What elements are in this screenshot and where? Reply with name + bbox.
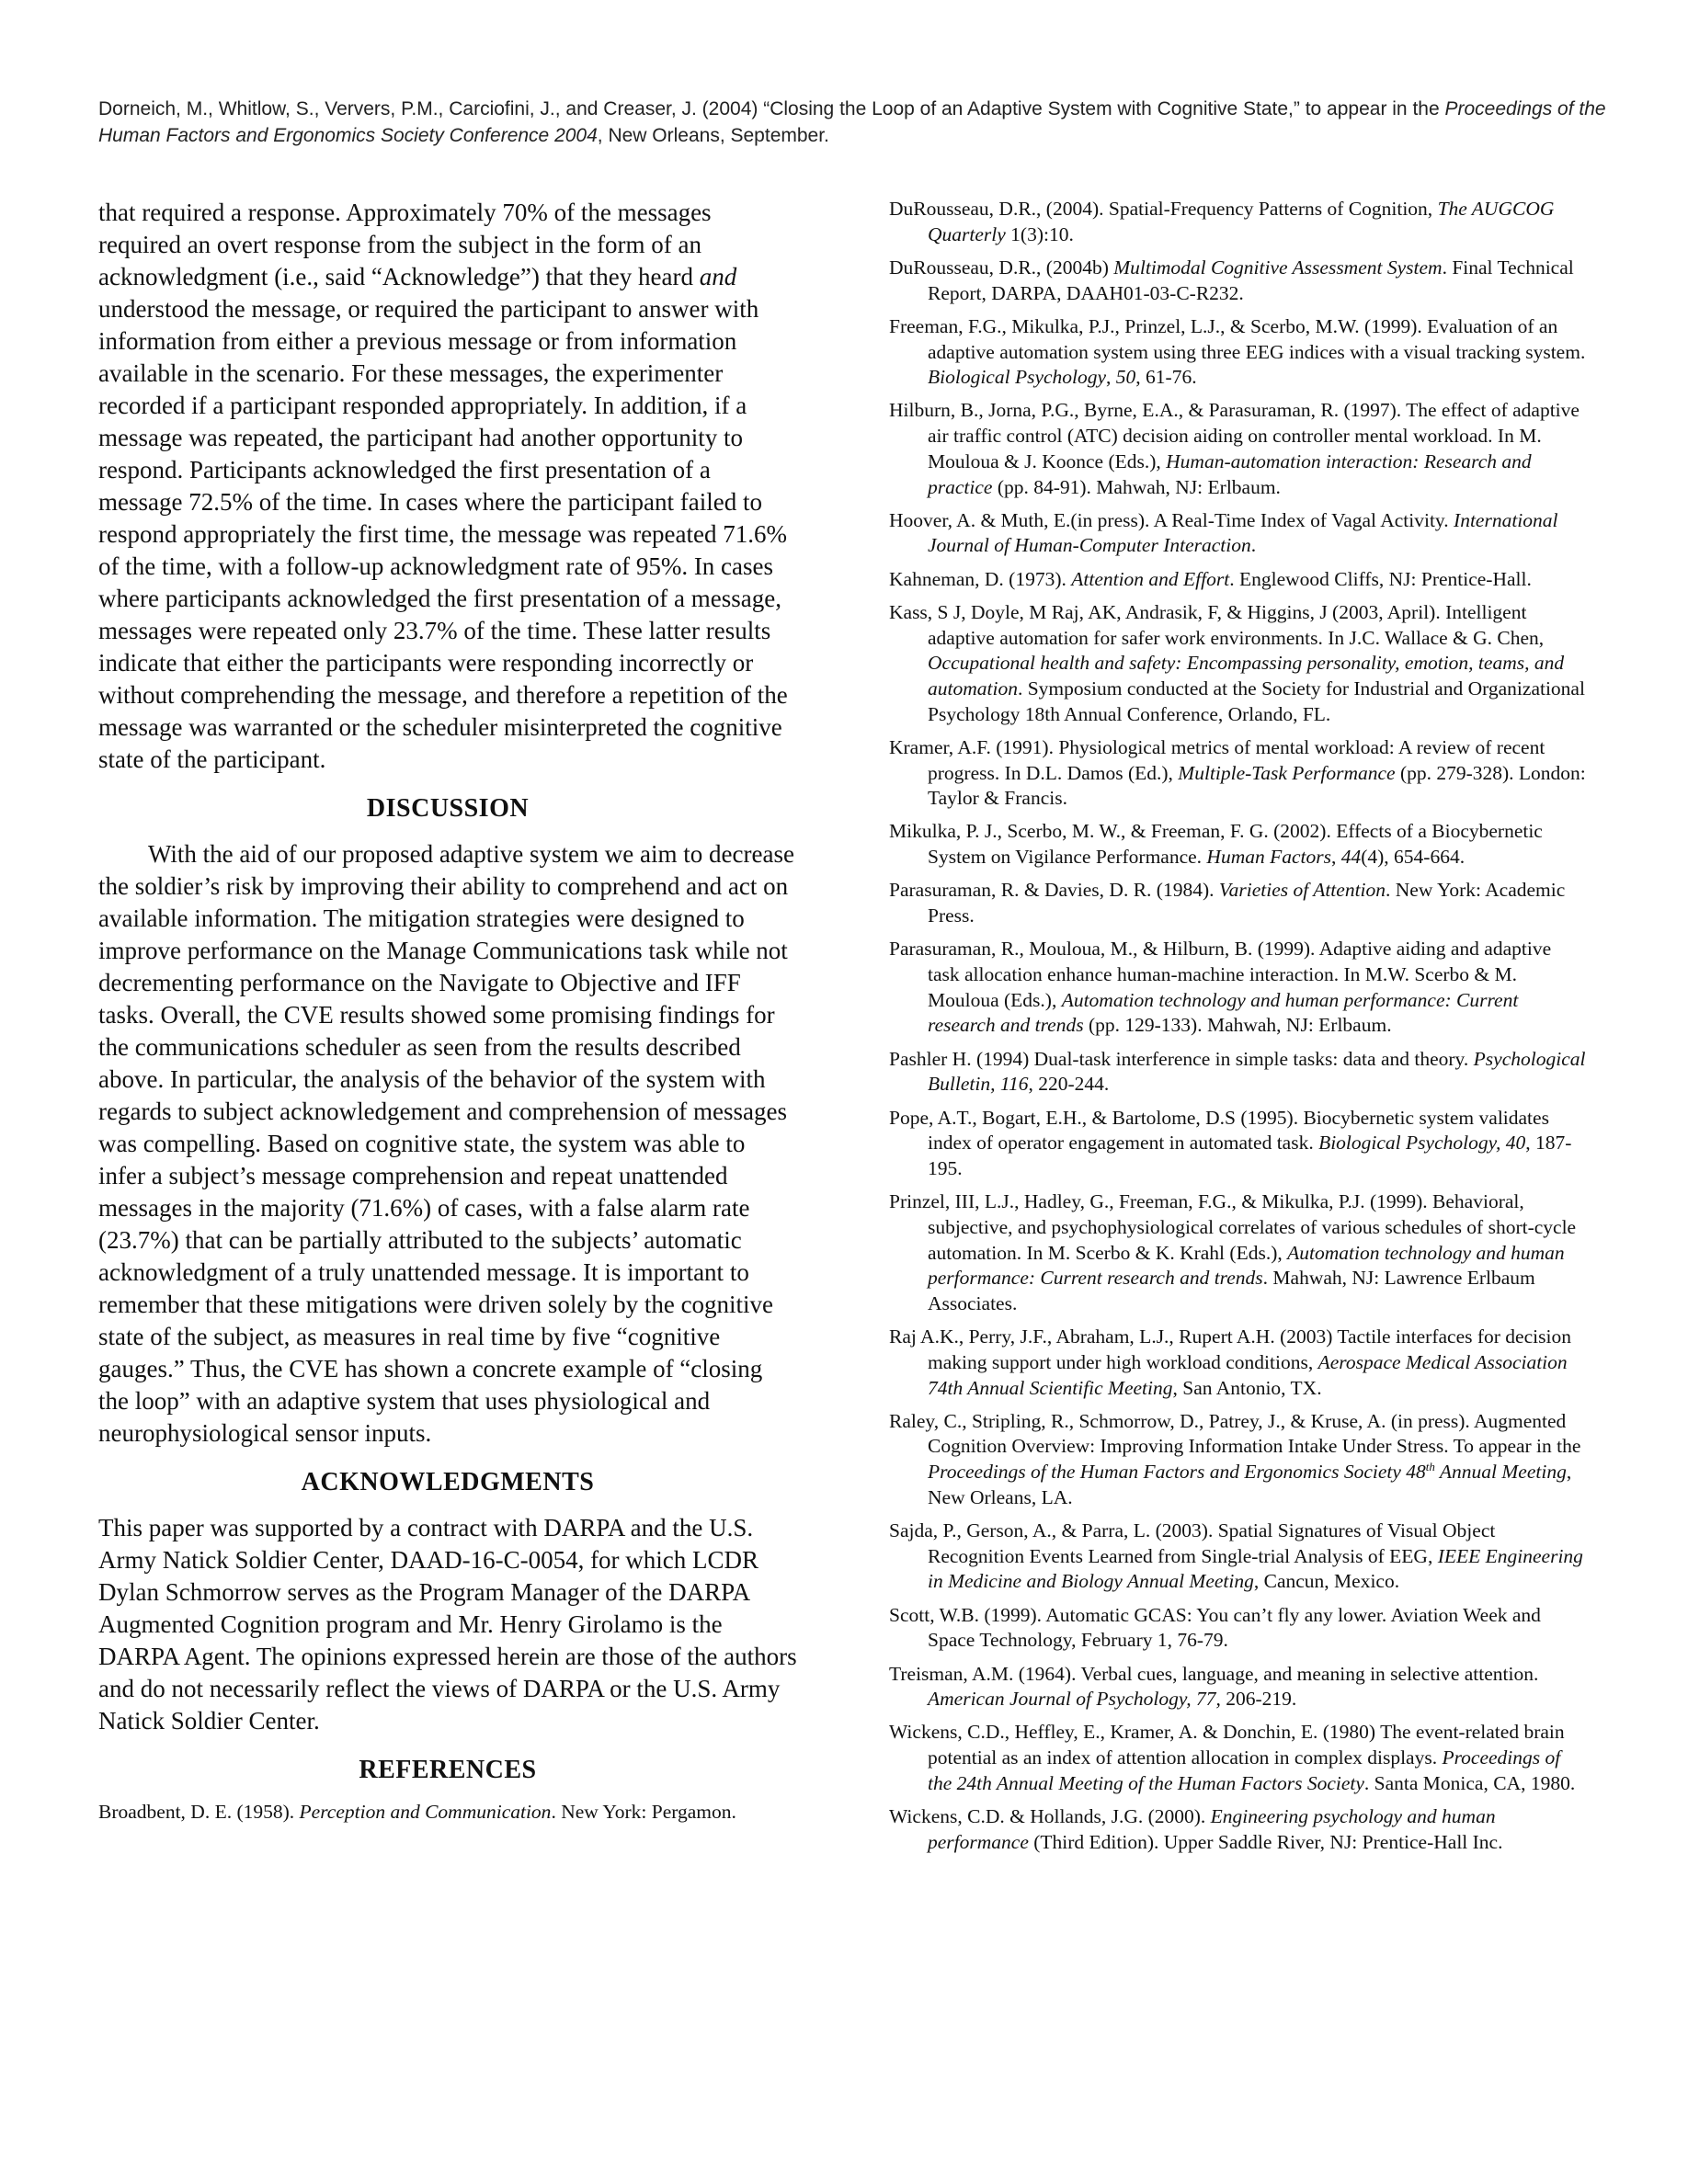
reference-text-segment: Freeman, F.G., Mikulka, P.J., Prinzel, L.J., & Scerbo, M.W. (1999). Evaluation of an adaptive automation system using three EEG indices with a visual tracking system.	[889, 314, 1586, 363]
reference-text-segment: , San Antonio, TX.	[1172, 1376, 1322, 1399]
reference-text-segment: 1(3):10.	[1005, 222, 1074, 245]
citation-header	[98, 96, 1606, 149]
reference-text-segment: IEEE Engineering in Medicine and Biology Annual Meeting	[928, 1544, 1583, 1593]
reference-text-segment: Pope, A.T., Bogart, E.H., & Bartolome, D.S (1995). Biocybernetic system validates index of operator engagement in automated task.	[889, 1106, 1549, 1155]
reference-text-segment: , 220-244.	[1028, 1073, 1110, 1096]
reference-text-segment: ,	[1106, 366, 1116, 389]
header-location-date: , New Orleans, September.	[597, 125, 829, 146]
reference-entry	[889, 819, 1588, 870]
reference-text-segment: Biological Psychology, 40	[1318, 1132, 1526, 1155]
reference-text-segment: Parasuraman, R. & Davies, D. R. (1984).	[889, 879, 1219, 902]
reference-text-segment: Hoover, A. & Muth, E.(in press). A Real-Time Index of Vagal Activity.	[889, 508, 1454, 531]
reference-entry	[889, 878, 1588, 928]
results-text-emphasis: and	[699, 263, 737, 290]
reference-text-segment: Prinzel, III, L.J., Hadley, G., Freeman, F.G., & Mikulka, P.J. (1999). Behavioral, subjective, and psychophysiological correlates of various schedules of short-cycle automation. In M. Scerbo & K. Krahl (Eds.),	[889, 1190, 1577, 1264]
reference-text-segment: Kahneman, D. (1973).	[889, 567, 1072, 590]
reference-text-segment: Varieties of Attention	[1218, 879, 1386, 902]
reference-text-segment: 206-219.	[1220, 1688, 1297, 1711]
reference-text-segment: . Santa Monica, CA, 1980.	[1363, 1771, 1576, 1794]
reference-text-segment: DuRousseau, D.R., (2004). Spatial-Frequency Patterns of Cognition,	[889, 198, 1438, 220]
reference-entry	[889, 1519, 1588, 1595]
reference-text-segment: Human Factors	[1206, 846, 1331, 869]
reference-text-segment: Pashler H. (1994) Dual-task interference in simple tasks: data and theory.	[889, 1047, 1474, 1070]
reference-text-segment: th	[1425, 1459, 1435, 1473]
reference-text-segment: (4), 654-664.	[1361, 846, 1466, 869]
reference-text-segment: The AUGCOG Quarterly	[928, 198, 1555, 245]
reference-text-segment: 44	[1340, 846, 1362, 869]
reference-entry	[889, 1106, 1588, 1182]
reference-text-segment: Kramer, A.F. (1991). Physiological metrics of mental workload: A review of recent progress. In D.L. Damos (Ed.),	[889, 735, 1545, 784]
reference-entry	[889, 1409, 1588, 1511]
reference-text-segment: . Mahwah, NJ: Lawrence Erlbaum Associates.	[928, 1267, 1535, 1314]
reference-text-segment: American Journal of Psychology, 77,	[928, 1688, 1221, 1711]
reference-entry	[98, 1800, 797, 1826]
reference-text-segment: Aerospace Medical Association 74th Annual Scientific Meeting	[928, 1350, 1568, 1399]
reference-text-segment: Automation technology and human performance: Current research and trends	[928, 1241, 1565, 1290]
reference-entry	[889, 937, 1588, 1039]
reference-text-segment: Hilburn, B., Jorna, P.G., Byrne, E.A., & Parasuraman, R. (1997). The effect of adaptive air traffic control (ATC) decision aiding on controller mental workload. In M. Mouloua & J. Koonce (Eds.),	[889, 399, 1580, 472]
reference-entry	[889, 735, 1588, 812]
reference-text-segment: Annual Meeting	[1434, 1461, 1567, 1484]
reference-entry	[889, 508, 1588, 559]
reference-text-segment: Parasuraman, R., Mouloua, M., & Hilburn, B. (1999). Adaptive aiding and adaptive task allocation enhance human-machine interaction. In M.W. Scerbo & M. Mouloua (Eds.),	[889, 938, 1552, 1011]
reference-text-segment: 50	[1115, 366, 1136, 389]
reference-text-segment: Raj A.K., Perry, J.F., Abraham, L.J., Rupert A.H. (2003) Tactile interfaces for decision making support under high workload conditions,	[889, 1325, 1571, 1373]
reference-text-segment: (Third Edition). Upper Saddle River, NJ: Prentice-Hall Inc.	[1028, 1830, 1503, 1853]
reference-entry	[889, 314, 1588, 391]
acknowledgments-paragraph: This paper was supported by a contract with DARPA and the U.S. Army Natick Soldier Center, DAAD-16-C-0054, for which LCDR Dylan Schmorrow serves as the Program Manager of the DARPA Augmented Cognition program and Mr. Henry Girolamo is the DARPA Agent. The opinions expressed herein are those of the authors and do not necessarily reflect the views of DARPA or the U.S. Army Natick Soldier Center.	[98, 1514, 797, 1735]
reference-entry	[889, 1662, 1588, 1712]
reference-text-segment: DuRousseau, D.R., (2004b)	[889, 256, 1114, 279]
discussion-paragraph: With the aid of our proposed adaptive system we aim to decrease the soldier’s risk by improving their ability to comprehend and act on available information. The mitigation strategies were designed to improve performance on the Manage Communications task while not decrementing performance on the Navigate to Objective and IFF tasks. Overall, the CVE results showed some promising findings for the communications scheduler as seen from the results described above. In particular, the analysis of the behavior of the system with regards to subject acknowledgement and comprehension of messages was compelling. Based on cognitive state, the system was able to infer a subject’s message comprehension and repeat unattended messages in the majority (71.6%) of cases, with a false alarm rate (23.7%) that can be partially attributed to the subjects’ automatic acknowledgment of a truly unattended message. It is important to remember that these mitigations were driven solely by the cognitive state of the subject, as measures in real time by five “cognitive gauges.” Thus, the CVE has shown a concrete example of “closing the loop” with an adaptive system that uses physiological and neurophysiological sensor inputs.	[98, 840, 794, 1447]
reference-text-segment: International Journal of Human-Computer Interaction	[928, 508, 1558, 557]
reference-entry	[889, 1804, 1588, 1855]
reference-entry	[889, 567, 1588, 593]
reference-text-segment: Attention and Effort	[1071, 567, 1230, 590]
reference-text-segment: Raley, C., Stripling, R., Schmorrow, D., Patrey, J., & Kruse, A. (in press). Augmented Cognition Overview: Improving Information Intake Under Stress. To appear in the	[889, 1409, 1581, 1458]
reference-text-segment: . Final Technical Report, DARPA, DAAH01-03-C-R232.	[928, 256, 1574, 304]
reference-text-segment: (pp. 84-91). Mahwah, NJ: Erlbaum.	[992, 475, 1281, 498]
reference-text-segment: , 61-76.	[1135, 366, 1197, 389]
references-heading: REFERENCES	[359, 1756, 537, 1784]
reference-text-segment: Sajda, P., Gerson, A., & Parra, L. (2003). Spatial Signatures of Visual Object Recognition Events Learned from Single-trial Analysis of EEG,	[889, 1519, 1496, 1567]
header-proceedings-title: Proceedings of the Human Factors and Ergonomics Society Conference 2004	[98, 98, 1606, 146]
reference-text-segment: (pp. 129-133). Mahwah, NJ: Erlbaum.	[1083, 1014, 1392, 1037]
reference-text-segment: Multimodal Cognitive Assessment System	[1113, 256, 1443, 279]
reference-text-segment: Biological Psychology	[928, 366, 1107, 389]
reference-entry	[889, 1603, 1588, 1654]
reference-entry	[889, 600, 1588, 728]
reference-entry	[889, 1720, 1588, 1796]
header-citation-text: Dorneich, M., Whitlow, S., Ververs, P.M., Carciofini, J., and Creaser, J. (2004) “Closing the Loop of an Adaptive System with Cognitive State,” to appear in the	[98, 98, 1445, 119]
results-text-a: that required a response. Approximately 70% of the messages required an overt response from the subject in the form of an acknowledgment (i.e., said “Acknowledge”) that they heard	[98, 199, 712, 290]
reference-text-segment: Psychological Bulletin, 116	[928, 1047, 1586, 1096]
results-text-b: understood the message, or required the participant to answer with information from either a previous message or from information available in the scenario. For these messages, the experimenter recorded if a participant responded appropriately. In addition, if a message was repeated, the participant had another opportunity to respond. Participants acknowledged the first presentation of a message 72.5% of the time. In cases where the participant failed to respond appropriately the first time, the message was repeated 71.6% of the time, with a follow-up acknowledgment rate of 95%. In cases where participants acknowledged the first presentation of a message, messages were repeated only 23.7% of the time. These latter results indicate that either the participants were responding incorrectly or without comprehending the message, and therefore a repetition of the message was warranted or the scheduler misinterpreted the cognitive state of the participant.	[98, 295, 788, 773]
reference-text-segment: Treisman, A.M. (1964). Verbal cues, language, and meaning in selective attention.	[889, 1662, 1539, 1685]
reference-entry	[889, 197, 1588, 247]
reference-text-segment: .	[1250, 534, 1257, 557]
acknowledgments-heading: ACKNOWLEDGMENTS	[301, 1468, 595, 1496]
reference-text-segment: (pp. 279-328). London: Taylor & Francis.	[928, 761, 1586, 810]
reference-text-segment: . New York: Academic Press.	[928, 879, 1566, 927]
reference-text-segment: Multiple-Task Performance	[1178, 761, 1396, 784]
reference-text-segment: . Englewood Cliffs, NJ: Prentice-Hall.	[1229, 567, 1532, 590]
reference-text-segment: , New Orleans, LA.	[928, 1461, 1572, 1508]
reference-text-segment: Engineering psychology and human performance	[928, 1805, 1496, 1853]
reference-entry	[889, 256, 1588, 306]
reference-text-segment: Wickens, C.D., Heffley, E., Kramer, A. & Donchin, E. (1980) The event-related brain potential as an index of attention allocation in complex displays.	[889, 1721, 1565, 1769]
reference-text-segment: Kass, S J, Doyle, M Raj, AK, Andrasik, F, & Higgins, J (2003, April). Intelligent adaptive automation for safer work environments. In J.C. Wallace & G. Chen,	[889, 600, 1545, 649]
reference-text-segment: . New York: Pergamon.	[551, 1801, 736, 1823]
reference-entry	[889, 1189, 1588, 1317]
reference-entry	[889, 1325, 1588, 1401]
results-paragraph	[98, 197, 797, 776]
references-list	[889, 197, 1588, 1863]
left-column	[98, 197, 797, 1826]
reference-text-segment: Perception and Communication	[299, 1801, 552, 1823]
reference-entry	[889, 1047, 1588, 1098]
reference-text-segment: Scott, W.B. (1999). Automatic GCAS: You can’t fly any lower. Aviation Week and Space Technology, February 1, 76-79.	[889, 1603, 1541, 1652]
reference-text-segment: Proceedings of the 24th Annual Meeting of the Human Factors Society	[928, 1746, 1561, 1794]
reference-text-segment: , 187-195.	[928, 1132, 1572, 1179]
reference-text-segment: Wickens, C.D. & Hollands, J.G. (2000).	[889, 1805, 1211, 1828]
reference-entry	[889, 398, 1588, 500]
reference-text-segment: Human-automation interaction: Research and practice	[928, 449, 1532, 498]
discussion-heading: DISCUSSION	[366, 794, 530, 823]
reference-text-segment: . Symposium conducted at the Society for Industrial and Organizational Psychology 18th Annual Conference, Orlando, FL.	[928, 677, 1585, 725]
reference-text-segment: ,	[1330, 846, 1341, 869]
reference-text-segment: , Cancun, Mexico.	[1253, 1570, 1400, 1593]
reference-text-segment: Occupational health and safety: Encompassing personality, emotion, teams, and automation	[928, 652, 1565, 700]
reference-text-segment: Proceedings of the Human Factors and Ergonomics Society 48	[928, 1461, 1426, 1484]
reference-text-segment: Automation technology and human performance: Current research and trends	[928, 988, 1519, 1037]
reference-text-segment: Mikulka, P. J., Scerbo, M. W., & Freeman, F. G. (2002). Effects of a Biocybernetic System on Vigilance Performance.	[889, 820, 1543, 869]
reference-text-segment: Broadbent, D. E. (1958).	[98, 1801, 300, 1823]
